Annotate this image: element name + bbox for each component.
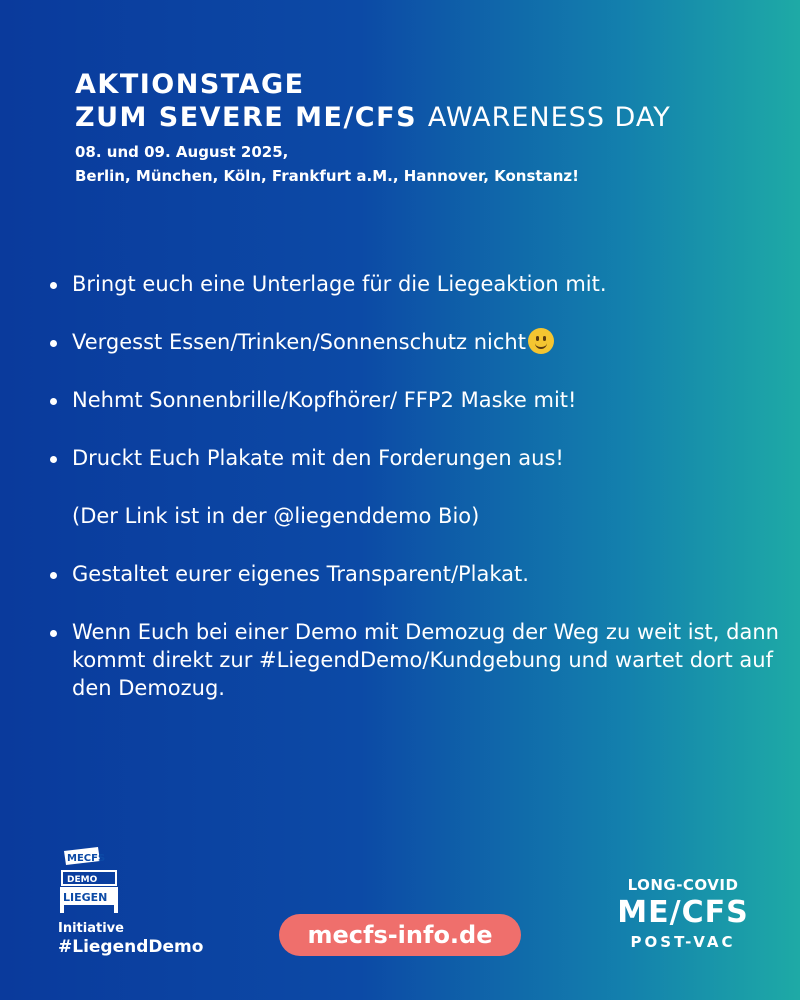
list-item-text: Vergesst Essen/Trinken/Sonnenschutz nicht (72, 330, 526, 354)
liegenddemo-logo (58, 845, 203, 957)
event-cities: Berlin, München, Köln, Frankfurt a.M., Hannover, Konstanz! (75, 167, 579, 185)
long-covid-logo (608, 875, 758, 953)
list-item (50, 618, 780, 702)
list-item-text: Nehmt Sonnenbrille/Kopfhörer/ FFP2 Maske mit! (72, 388, 577, 412)
logo-initiative-label: Initiative (58, 921, 124, 936)
long-covid-text: LONG-COVID (627, 876, 739, 894)
list-item-text: Wenn Euch bei einer Demo mit Demozug der Weg zu weit ist, dann kommt direkt zur #LiegendDemo/Kundgebung und wartet dort auf den Demozug. (72, 620, 779, 700)
list-item-note (50, 502, 780, 530)
logo-mark-bottom-text: LIEGEN (63, 891, 108, 904)
title-line-1: AKTIONSTAGE (75, 69, 305, 100)
liegenddemo-logo-icon (58, 845, 122, 915)
event-date: 08. und 09. August 2025, (75, 143, 289, 161)
bullet-icon (50, 340, 57, 347)
list-item (50, 270, 780, 298)
header (75, 68, 775, 188)
logo-mark-mid-text: DEMO (67, 875, 98, 885)
bullet-icon (50, 572, 57, 579)
logo-mark-top-text: MECFS (67, 853, 106, 864)
list-item (50, 444, 780, 472)
mecfs-text: ME/CFS (617, 895, 749, 930)
website-link[interactable]: mecfs-info.de (279, 914, 521, 956)
logo-hashtag: #LiegendDemo (58, 937, 204, 957)
list-item (50, 328, 780, 356)
title-line-2 (75, 101, 775, 134)
list-item-text: Druckt Euch Plakate mit den Forderungen aus! (72, 446, 564, 470)
list-item-text: Bringt euch eine Unterlage für die Liegeaktion mit. (72, 272, 607, 296)
list-item-text: Gestaltet eurer eigenes Transparent/Plakat. (72, 562, 529, 586)
bullet-icon (50, 282, 57, 289)
bio-link-note: (Der Link ist in der @liegenddemo Bio) (72, 504, 480, 528)
instructions-list (50, 270, 780, 732)
bullet-icon (50, 630, 57, 637)
title-bold-part: ZUM SEVERE ME/CFS (75, 102, 418, 133)
smiley-emoji-icon (528, 328, 554, 354)
title-light-part: AWARENESS DAY (427, 102, 671, 133)
post-vac-text: POST-VAC (630, 933, 736, 951)
bullet-icon (50, 456, 57, 463)
list-item (50, 386, 780, 414)
list-item (50, 560, 780, 588)
bullet-icon (50, 398, 57, 405)
